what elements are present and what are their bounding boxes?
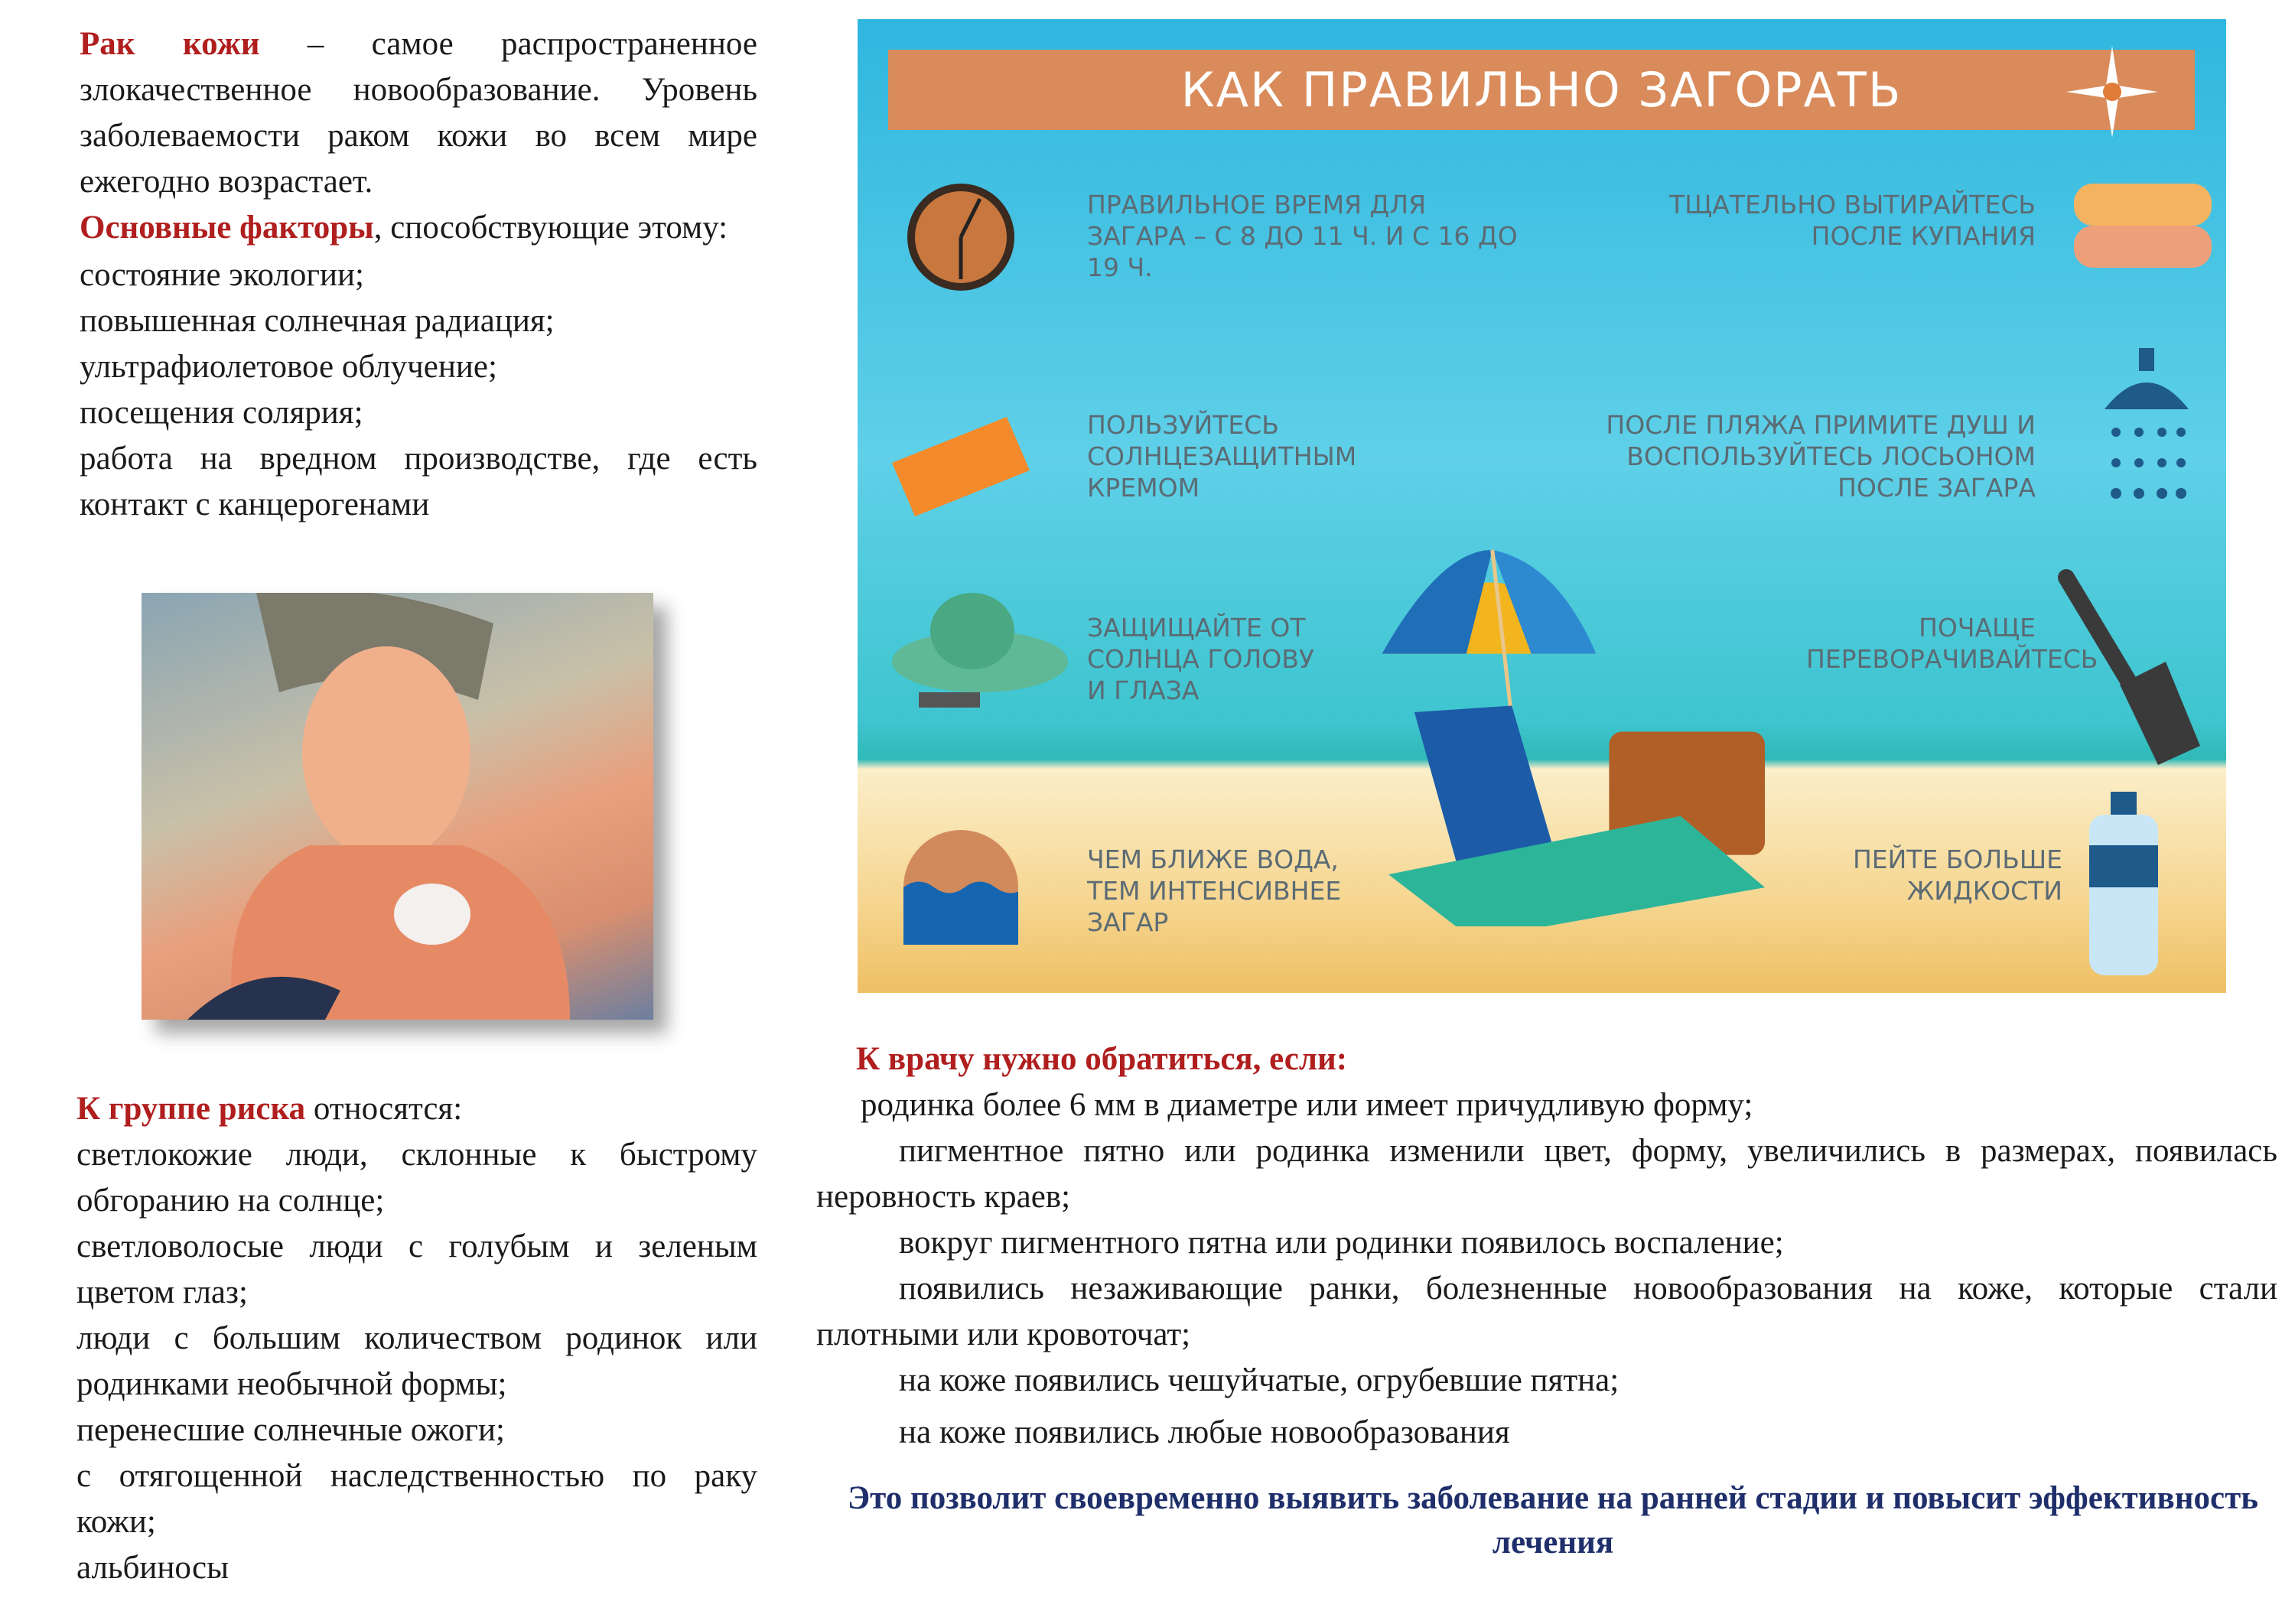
list-item: люди с большим количеством родинок или родинками необычной формы; [76,1320,757,1402]
towel-icon [2066,168,2219,283]
shower-icon [2097,348,2196,524]
infographic-title: КАК ПРАВИЛЬНО ЗАГОРАТЬ [888,50,2195,130]
hat-icon [888,585,1072,723]
tip-water: ЧЕМ БЛИЖЕ ВОДА, ТЕМ ИНТЕНСИВНЕЕ ЗАГАР [1087,845,1342,937]
list-item: на коже появились любые новообразования [899,1414,1510,1450]
list-item: состояние экологии; [80,257,364,293]
sunscreen-icon [884,402,1037,516]
tip-towel: ТЩАТЕЛЬНО ВЫТИРАЙТЕСЬ ПОСЛЕ КУПАНИЯ [1668,190,2036,251]
risk-term: К группе риска [76,1091,306,1127]
factors-text: , способствующие этому: [373,210,728,246]
list-item: ультрафиолетовое облучение; [80,349,497,385]
doctor-heading: К врачу нужно обратиться, если: [856,1041,1348,1077]
risk-section [76,1086,757,1591]
list-item: родинка более 6 мм в диаметре или имеет причудливую форму; [861,1087,1753,1123]
tip-protect: ЗАЩИЩАЙТЕ ОТ СОЛНЦА ГОЛОВУ И ГЛАЗА [1087,613,1314,705]
list-item: появились незаживающие ранки, болезненные новообразования на коже, которые стали плотными или кровоточат; [816,1271,2277,1352]
list-item: светловолосые люди с голубым и зеленым цветом глаз; [76,1229,757,1310]
bottle-icon [2082,792,2166,975]
factors-term: Основные факторы [80,210,374,246]
list-item: на коже появились чешуйчатые, огрубевшие пятна; [899,1362,1620,1398]
water-icon [903,830,1018,945]
sunburned-woman-illustration [142,593,653,1020]
tip-drink: ПЕЙТЕ БОЛЬШЕ ЖИДКОСТИ [1852,845,2062,906]
list-item: перенесшие солнечные ожоги; [76,1412,505,1448]
list-item: работа на вредном производстве, где есть контакт с канцерогенами [80,441,757,522]
list-item: светлокожие люди, склонные к быстрому обгоранию на солнце; [76,1137,757,1219]
tanning-infographic [858,19,2226,993]
factors-list [35,252,757,528]
conclusion-text: Это позволит своевременно выявить заболевание на ранней стадии и повысит эффективность лечения [848,1480,2258,1561]
tip-turn: ПОЧАЩЕ ПЕРЕВОРАЧИВАЙТЕСЬ [1806,613,2098,674]
intro-text: – самое распространенное злокачественное новообразование. Уровень заболеваемости раком кожи во всем мире ежегодно возрастает. [80,26,757,200]
tip-time: ПРАВИЛЬНОЕ ВРЕМЯ ДЛЯ ЗАГАРА – С 8 ДО 11 Ч. И С 16 ДО 19 Ч. [1087,190,1518,282]
clock-icon [903,180,1018,295]
list-item: альбиносы [76,1550,229,1586]
list-item: посещения солярия; [80,395,363,431]
beach-umbrella-chair-illustration [1362,524,1791,926]
intro-term: Рак кожи [80,26,260,62]
list-item: вокруг пигментного пятна или родинки появилось воспаление; [899,1225,1784,1261]
list-item: с отягощенной наследственностью по раку кожи; [76,1458,757,1540]
compass-star-icon [2066,46,2158,138]
tip-sunscreen: ПОЛЬЗУЙТЕСЬ СОЛНЦЕЗАЩИТНЫМ КРЕМОМ [1087,410,1357,503]
tip-shower: ПОСЛЕ ПЛЯЖА ПРИМИТЕ ДУШ И ВОСПОЛЬЗУЙТЕСЬ ЛОСЬОНОМ ПОСЛЕ ЗАГАРА [1606,410,2036,503]
doctor-section [816,1037,2277,1456]
intro-section [35,21,757,528]
list-item: повышенная солнечная радиация; [80,303,555,339]
list-item: пигментное пятно или родинка изменили цвет, форму, увеличились в размерах, появилась неровность краев; [816,1133,2277,1215]
risk-text: относятся: [305,1091,463,1127]
